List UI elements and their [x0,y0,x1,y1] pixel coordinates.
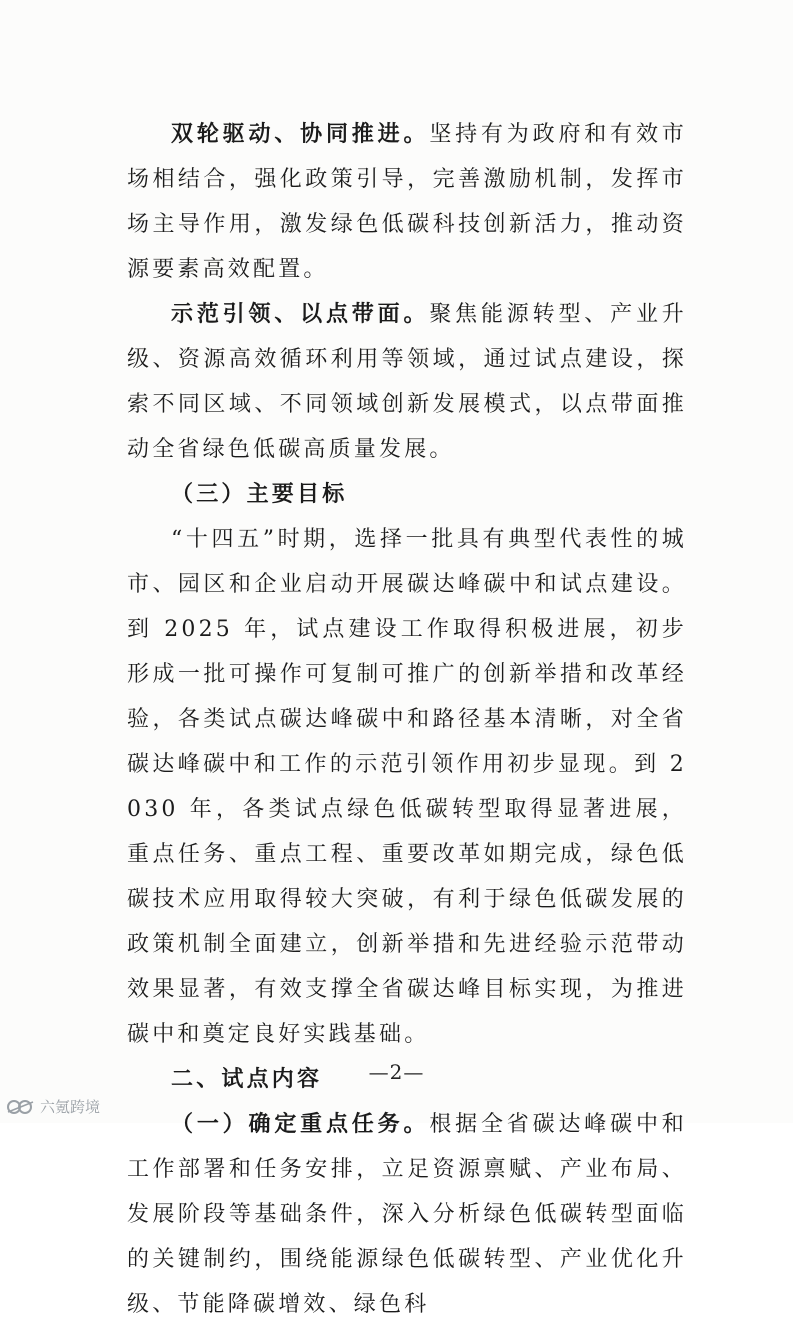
paragraph-lead: （一）确定重点任务。 [171,1111,430,1137]
brand-logo-icon [6,1098,36,1116]
paragraph-body: 根据全省碳达峰碳中和工作部署和任务安排，立足资源禀赋、产业布局、发展阶段等基础条件，深入分析绿色低碳转型面临的关键制约，围绕能源绿色低碳转型、产业优化升级、节能降碳增效、绿色科 [127,1112,687,1317]
watermark-text: 六氪跨境 [40,1098,101,1116]
goals-paragraph: “十四五”时期，选择一批具有典型代表性的城市、园区和企业启动开展碳达峰碳中和试点建设。到 2025 年，试点建设工作取得积极进展，初步形成一批可操作可复制可推广的创新举措和改革经验，各类试点碳达峰碳中和路径基本清晰，对全省碳达峰碳中和工作的示范引领作用初步显现。到 2030 年，各类试点绿色低碳转型取得显著进展，重点任务、重点工程、重要改革如期完成，绿色低碳技术应用取得较大突破，有利于绿色低碳发展的政策机制全面建立，创新举措和先进经验示范带动效果显著，有效支撑全省碳达峰目标实现，为推进碳中和奠定良好实践基础。 [127,527,687,1047]
document-body [127,112,687,1327]
paragraph-lead: 双轮驱动、协同推进。 [171,121,430,147]
section-heading-main-goals: （三）主要目标 [171,481,348,507]
principle-paragraph-1 [127,112,687,292]
page-number: —2— [368,1060,425,1084]
key-tasks-paragraph [127,1102,687,1327]
section-heading-pilot-content: 二、试点内容 [171,1067,323,1092]
principle-paragraph-2 [127,292,687,472]
paragraph-body: 聚焦能源转型、产业升级、资源高效循环利用等领域，通过试点建设，探索不同区域、不同领域创新发展模式，以点带面推动全省绿色低碳高质量发展。 [127,302,687,462]
watermark [6,1096,100,1117]
paragraph-lead: 示范引领、以点带面。 [171,301,430,327]
paragraph-body: 坚持有为政府和有效市场相结合，强化政策引导，完善激励机制，发挥市场主导作用，激发绿色低碳科技创新活力，推动资源要素高效配置。 [127,122,687,282]
